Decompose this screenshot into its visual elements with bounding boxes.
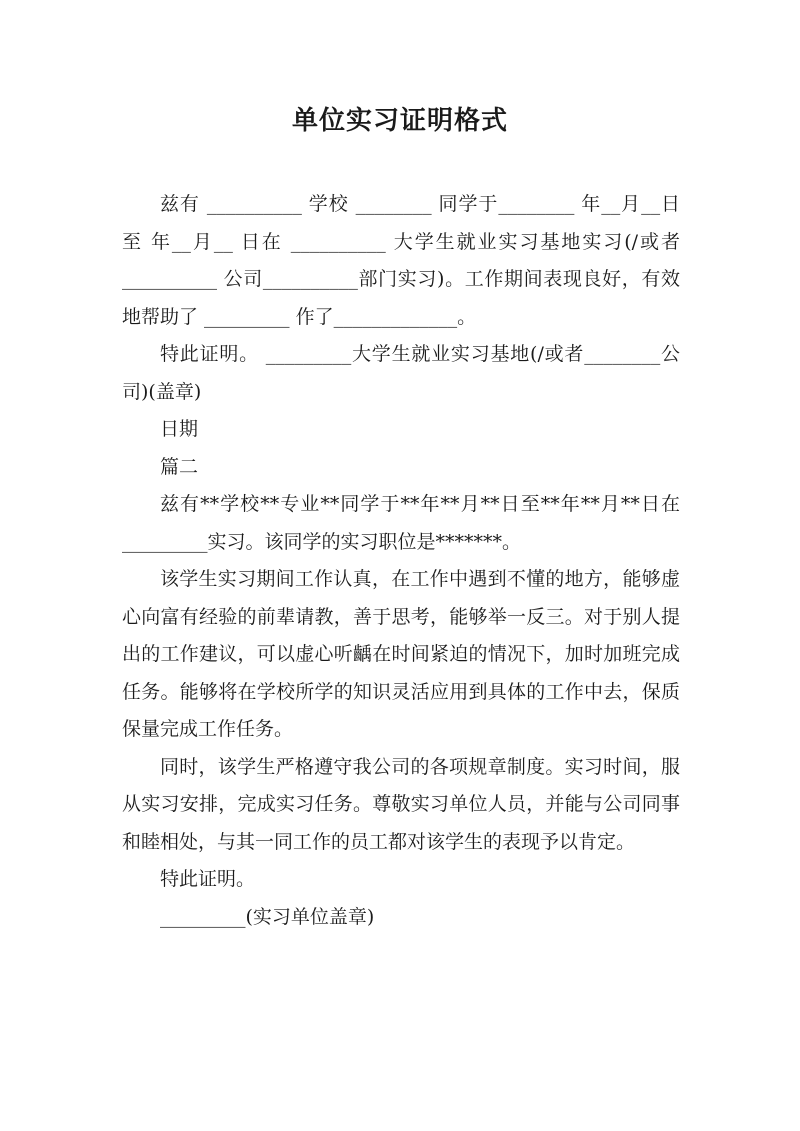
performance-paragraph: 该学生实习期间工作认真，在工作中遇到不懂的地方，能够虚心向富有经验的前辈请教，善于思考，能够举一反三。对于别人提出的工作建议，可以虚心听齲在时间紧迫的情况下，加时加班完成任务。能够将在学校所学的知识灵活应用到具体的工作中去，保质保量完成工作任务。	[122, 568, 680, 740]
section-heading: 篇二	[160, 455, 199, 478]
certification-statement: 特此证明。 _________大学生就业实习基地(/或者________公司)(盖章)	[122, 343, 680, 403]
document-body	[122, 186, 680, 936]
document-title: 单位实习证明格式	[291, 106, 508, 136]
date-label: 日期	[160, 418, 199, 440]
certificate-paragraph: 兹有 __________ 学校 ________ 同学于________ 年__月__日至 年__月__ 日在 __________ 大学生就业实习基地实习(/或者__________ 公司__________部门实习)。工作期间表现良好，有效地帮助了 _________ 作了_____________。	[122, 193, 680, 328]
certificate-paragraph-2: 兹有**学校**专业**同学于**年**月**日至**年**月**日在_________实习。该同学的实习职位是*******。	[122, 493, 680, 553]
certification-statement-2: 特此证明。	[160, 868, 256, 890]
conduct-paragraph: 同时，该学生严格遵守我公司的各项规章制度。实习时间，服从实习安排，完成实习任务。尊敬实习单位人员，并能与公司同事和睦相处，与其一同工作的员工都对该学生的表现予以肯定。	[122, 755, 680, 853]
seal-line: _________(实习单位盖章)	[160, 905, 375, 928]
